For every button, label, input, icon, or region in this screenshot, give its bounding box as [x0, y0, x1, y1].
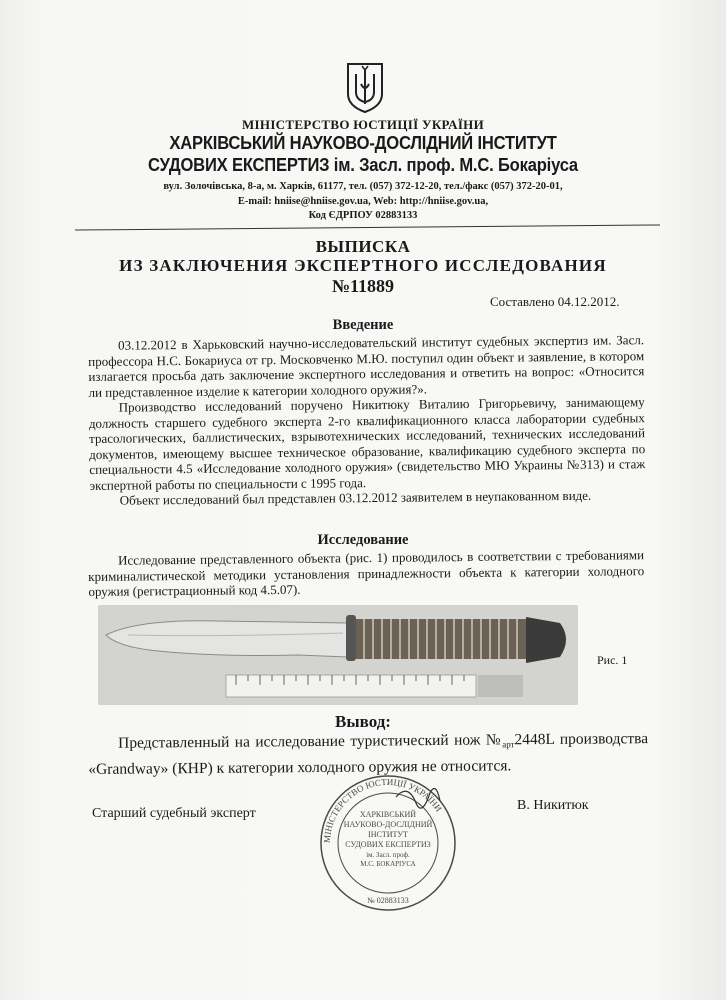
- composed-date: Составлено 04.12.2012.: [490, 294, 620, 309]
- intro-text: [88, 332, 646, 508]
- official-stamp: [318, 773, 458, 913]
- stamp-code: № 02883133: [367, 896, 409, 905]
- stamp-line1: ХАРКІВСЬКИЙ: [359, 810, 417, 819]
- stamp-line5: ім. Засл. проф.: [366, 851, 410, 859]
- institute-name-line2: СУДОВИХ ЕКСПЕРТИЗ ім. Засл. проф. М.С. Бокаріуса: [148, 155, 578, 175]
- signer-name: В. Никитюк: [517, 798, 589, 813]
- article-subscript: арт: [502, 739, 515, 750]
- stamp-line4: СУДОВИХ ЕКСПЕРТИЗ: [345, 840, 431, 849]
- stamp-line2: НАУКОВО-ДОСЛІДНИЙ: [343, 820, 433, 829]
- research-heading: Исследование: [317, 532, 409, 548]
- intro-paragraph-2: Производство исследований поручено Никитюку Виталию Григорьевичу, занимающему должность старшего судебного эксперта 2-го квалификационного класса лаборатории судебных трасологических, баллистических, взрывотехнических исследований, технических исследований документов, имеющему высшее техническое образование, квалификацию судебного эксперта по специальности 4.5 «Исследование холодного оружия» (свидетельство МЮ Украины №313) и стаж экспертной работы по специальности с 1995 года.: [88, 394, 646, 493]
- institute-name-line1: ХАРКІВСЬКИЙ НАУКОВО-ДОСЛІДНИЙ ІНСТИТУТ: [169, 133, 557, 153]
- intro-heading: Введение: [332, 317, 394, 333]
- conclusion-text-end: 2448L производства «Grandway» (КНР) к категории холодного оружия не относится.: [88, 730, 649, 778]
- address-line3: Код ЄДРПОУ 02883133: [308, 210, 418, 221]
- stamp-ring-text: МІНІСТЕРСТВО ЮСТИЦІЇ УКРАЇНИ: [321, 776, 444, 844]
- coat-of-arms-icon: [345, 62, 385, 114]
- document-title-line2: ИЗ ЗАКЛЮЧЕНИЯ ЭКСПЕРТНОГО ИССЛЕДОВАНИЯ: [119, 256, 607, 275]
- conclusion-heading: Вывод:: [335, 712, 391, 731]
- conclusion-text-start: Представленный на исследование туристический нож №: [118, 731, 503, 752]
- research-paragraph: Исследование представленного объекта (рис. 1) проводилось в соответствии с требованиями криминалистической методики установления принадлежности объекта к категории холодного оружия (регистрационный код 4.5.07).: [88, 547, 645, 599]
- stamp-line3: ІНСТИТУТ: [368, 830, 408, 839]
- document-number: №11889: [331, 276, 395, 296]
- ministry-name: МІНІСТЕРСТВО ЮСТИЦІЇ УКРАЇНИ: [241, 117, 485, 132]
- figure-label: Рис. 1: [597, 653, 628, 667]
- document-title-line1: ВЫПИСКА: [315, 237, 411, 256]
- intro-paragraph-3: Объект исследований был представлен 03.12.2012 заявителем в неупакованном виде.: [119, 487, 592, 508]
- header-divider: [75, 224, 660, 230]
- address-line1: вул. Золочівська, 8-а, м. Харків, 61177, тел. (057) 372-12-20, тел./факс (057) 372-20-01,: [163, 181, 563, 192]
- knife-photo: [98, 605, 578, 705]
- stamp-line6: М.С. БОКАРІУСА: [360, 860, 416, 868]
- signer-role: Старший судебный эксперт: [92, 806, 256, 821]
- address-line2: E-mail: hniise@hniise.gov.ua, Web: http://hniise.gov.ua,: [237, 196, 489, 207]
- intro-paragraph-1: 03.12.2012 в Харьковский научно-исследовательский институт судебных экспертиз им. Засл. профессора Н.С. Бокариуса от гр. Московченко М.Ю. поступил один объект и заявление, в котором излагается просьба дать заключение экспертного исследования и ответить на вопрос: «Относится ли представленное изделие к категории холодного оружия?».: [88, 332, 645, 400]
- research-text: [88, 547, 644, 599]
